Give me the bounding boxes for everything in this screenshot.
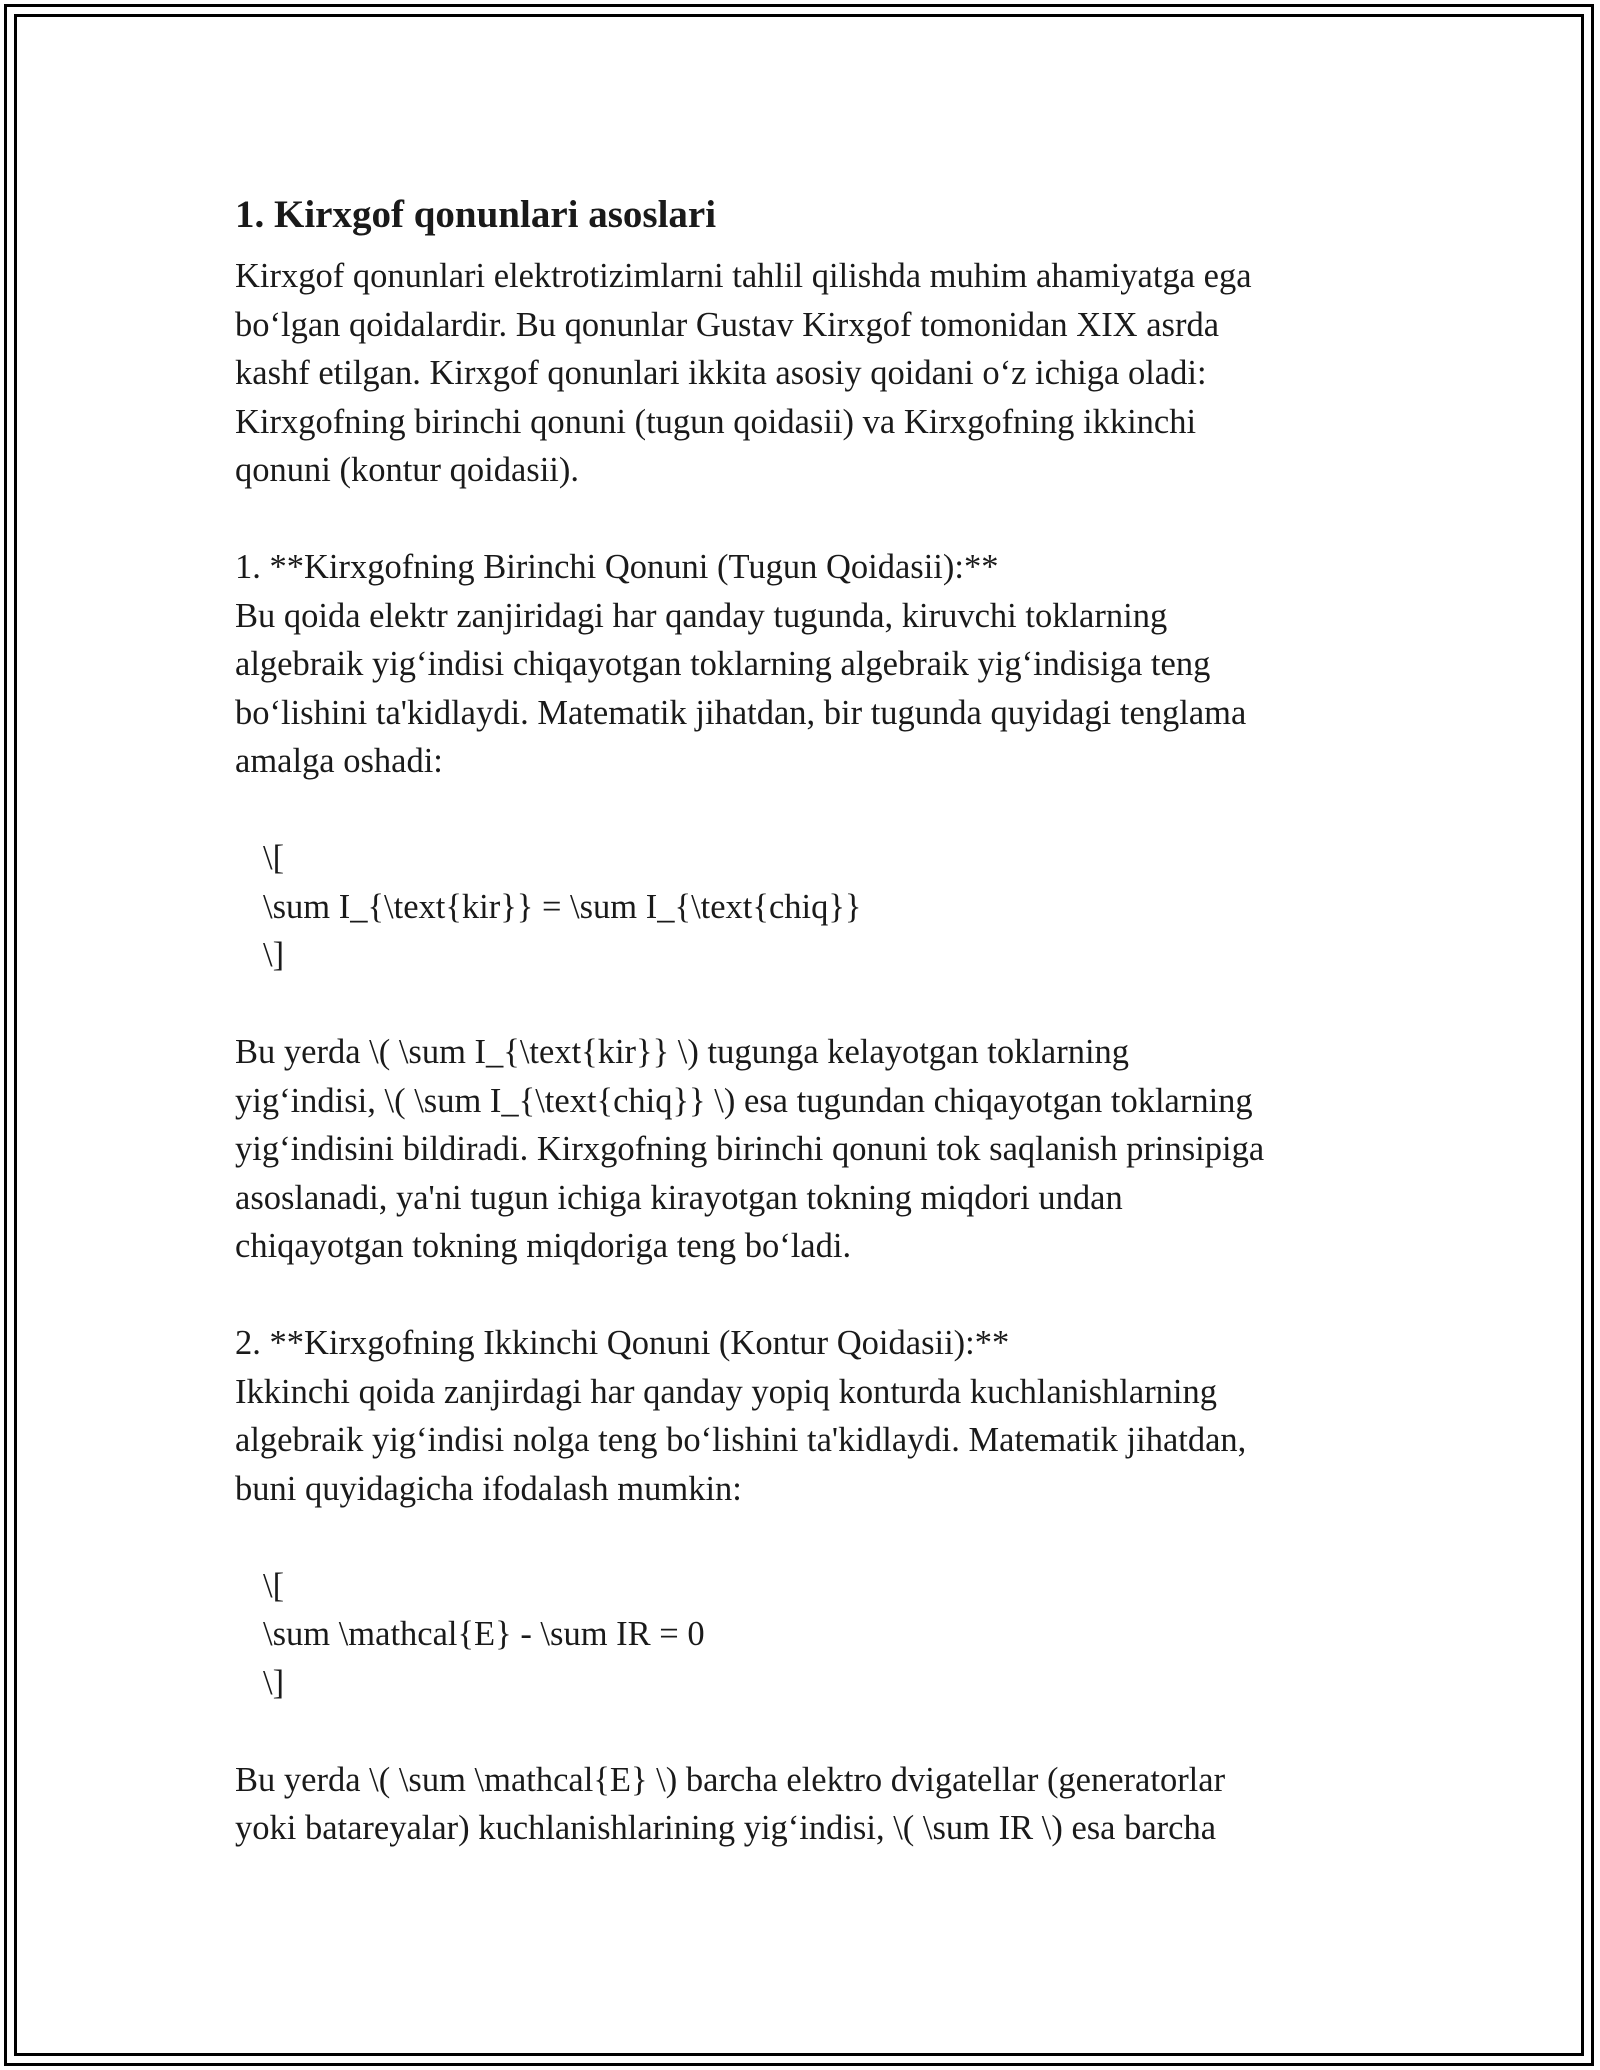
spacer <box>235 786 1360 835</box>
spacer <box>235 495 1360 544</box>
law1-explanation: Bu yerda \( \sum I_{\text{kir}} \) tugunga kelayotgan toklarning yig‘indisi, \( \sum I_{\text{chiq}} \) esa tugundan chiqayotgan toklarning yig‘indisini bildiradi. Kirxgofning birinchi qonuni tok saqlanish prinsipiga asoslanadi, ya'ni tugun ichiga kirayotgan tokning miqdori undan chiqayotgan tokning miqdoriga teng bo‘ladi. <box>235 1033 1265 1265</box>
spacer <box>235 1513 1360 1562</box>
law1-formula: \sum I_{\text{kir}} = \sum I_{\text{chiq}} <box>263 887 862 926</box>
spacer <box>235 1707 1360 1756</box>
spacer <box>235 980 1360 1029</box>
law2-description: Ikkinchi qoida zanjirdagi har qanday yopiq konturda kuchlanishlarning algebraik yig‘indisi nolga teng bo‘lishini ta'kidlaydi. Matematik jihatdan, buni quyidagicha ifodalash mumkin: <box>235 1372 1247 1508</box>
law2-formula: \sum \mathcal{E} - \sum IR = 0 <box>263 1615 705 1653</box>
law2-explanation: Bu yerda \( \sum \mathcal{E} \) barcha elektro dvigatellar (generatorlar yoki batareyalar) kuchlanishlarining yig‘indisi, \( \sum IR \) esa barcha <box>235 1760 1226 1847</box>
law2-formula-close: \] <box>263 1663 285 1702</box>
law2-formula-open: \[ <box>263 1566 285 1605</box>
law1-title: 1. **Kirxgofning Birinchi Qonuni (Tugun Qoidasii):** <box>235 548 999 586</box>
law1-description: Bu qoida elektr zanjiridagi har qanday tugunda, kiruvchi toklarning algebraik yig‘indisi chiqayotgan toklarning algebraik yig‘indisiga teng bo‘lishini ta'kidlaydi. Matematik jihatdan, bir tugunda quyidagi tenglama amalga oshadi: <box>235 596 1247 780</box>
spacer <box>235 1271 1360 1320</box>
intro-paragraph: Kirxgof qonunlari elektrotizimlarni tahlil qilishda muhim ahamiyatga ega bo‘lgan qoidalardir. Bu qonunlar Gustav Kirxgof tomonidan XIX asrda kashf etilgan. Kirxgof qonunlari ikkita asosiy qoidani o‘z ichiga oladi: Kirxgofning birinchi qonuni (tugun qoidasii) va Kirxgofning ikkinchi qonuni (kontur qoidasii). <box>235 257 1252 489</box>
law1-formula-open: \[ <box>263 839 285 877</box>
law1-formula-close: \] <box>263 936 285 974</box>
document-body <box>235 182 1360 1853</box>
section-heading: 1. Kirxgof qonunlari asoslari <box>235 193 717 236</box>
law2-title: 2. **Kirxgofning Ikkinchi Qonuni (Kontur Qoidasii):** <box>235 1324 1010 1362</box>
